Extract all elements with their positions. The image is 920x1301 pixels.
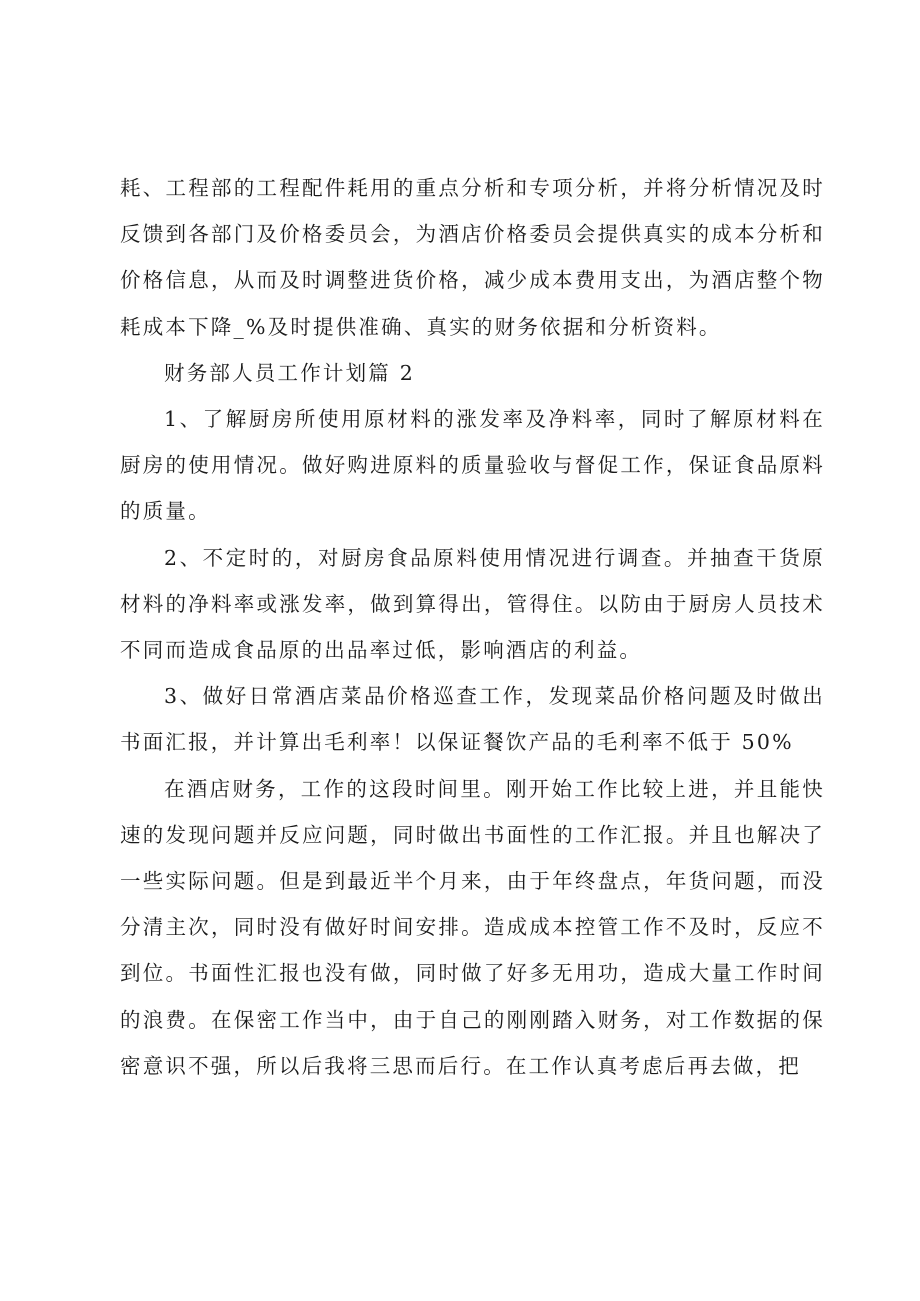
- paragraph-item-1: 1、了解厨房所使用原材料的涨发率及净料率，同时了解原材料在厨房的使用情况。做好购进原料的质量验收与督促工作，保证食品原料的质量。: [120, 407, 825, 524]
- paragraph-item-2: 2、不定时的，对厨房食品原料使用情况进行调查。并抽查干货原材料的净料率或涨发率，做到算得出，管得住。以防由于厨房人员技术不同而造成食品原的出品率过低，影响酒店的利益。: [120, 545, 825, 663]
- section-heading: 财务部人员工作计划篇 2: [164, 360, 415, 385]
- paragraph-summary: 在酒店财务，工作的这段时间里。刚开始工作比较上进，并且能快速的发现问题并反应问题，同时做出书面性的工作汇报。并且也解决了一些实际问题。但是到最近半个月来，由于年终盘点，年货问题，而没分清主次，同时没有做好时间安排。造成成本控管工作不及时，反应不到位。书面性汇报也没有做，同时做了好多无用功，造成大量工作时间的浪费。在保密工作当中，由于自己的刚刚踏入财务，对工作数据的保密意识不强，所以后我将三思而后行。在工作认真考虑后再去做，把: [120, 776, 825, 1078]
- paragraph-continuation: 耗、工程部的工程配件耗用的重点分析和专项分析，并将分析情况及时反馈到各部门及价格委员会，为酒店价格委员会提供真实的成本分析和价格信息，从而及时调整进货价格，减少成本费用支出，为酒店整个物耗成本下降_%及时提供准确、真实的财务依据和分析资料。: [120, 176, 825, 339]
- paragraph-item-3: 3、做好日常酒店菜品价格巡查工作，发现菜品价格问题及时做出书面汇报，并计算出毛利率！以保证餐饮产品的毛利率不低于 50%: [120, 684, 825, 755]
- document-body: [120, 165, 825, 1089]
